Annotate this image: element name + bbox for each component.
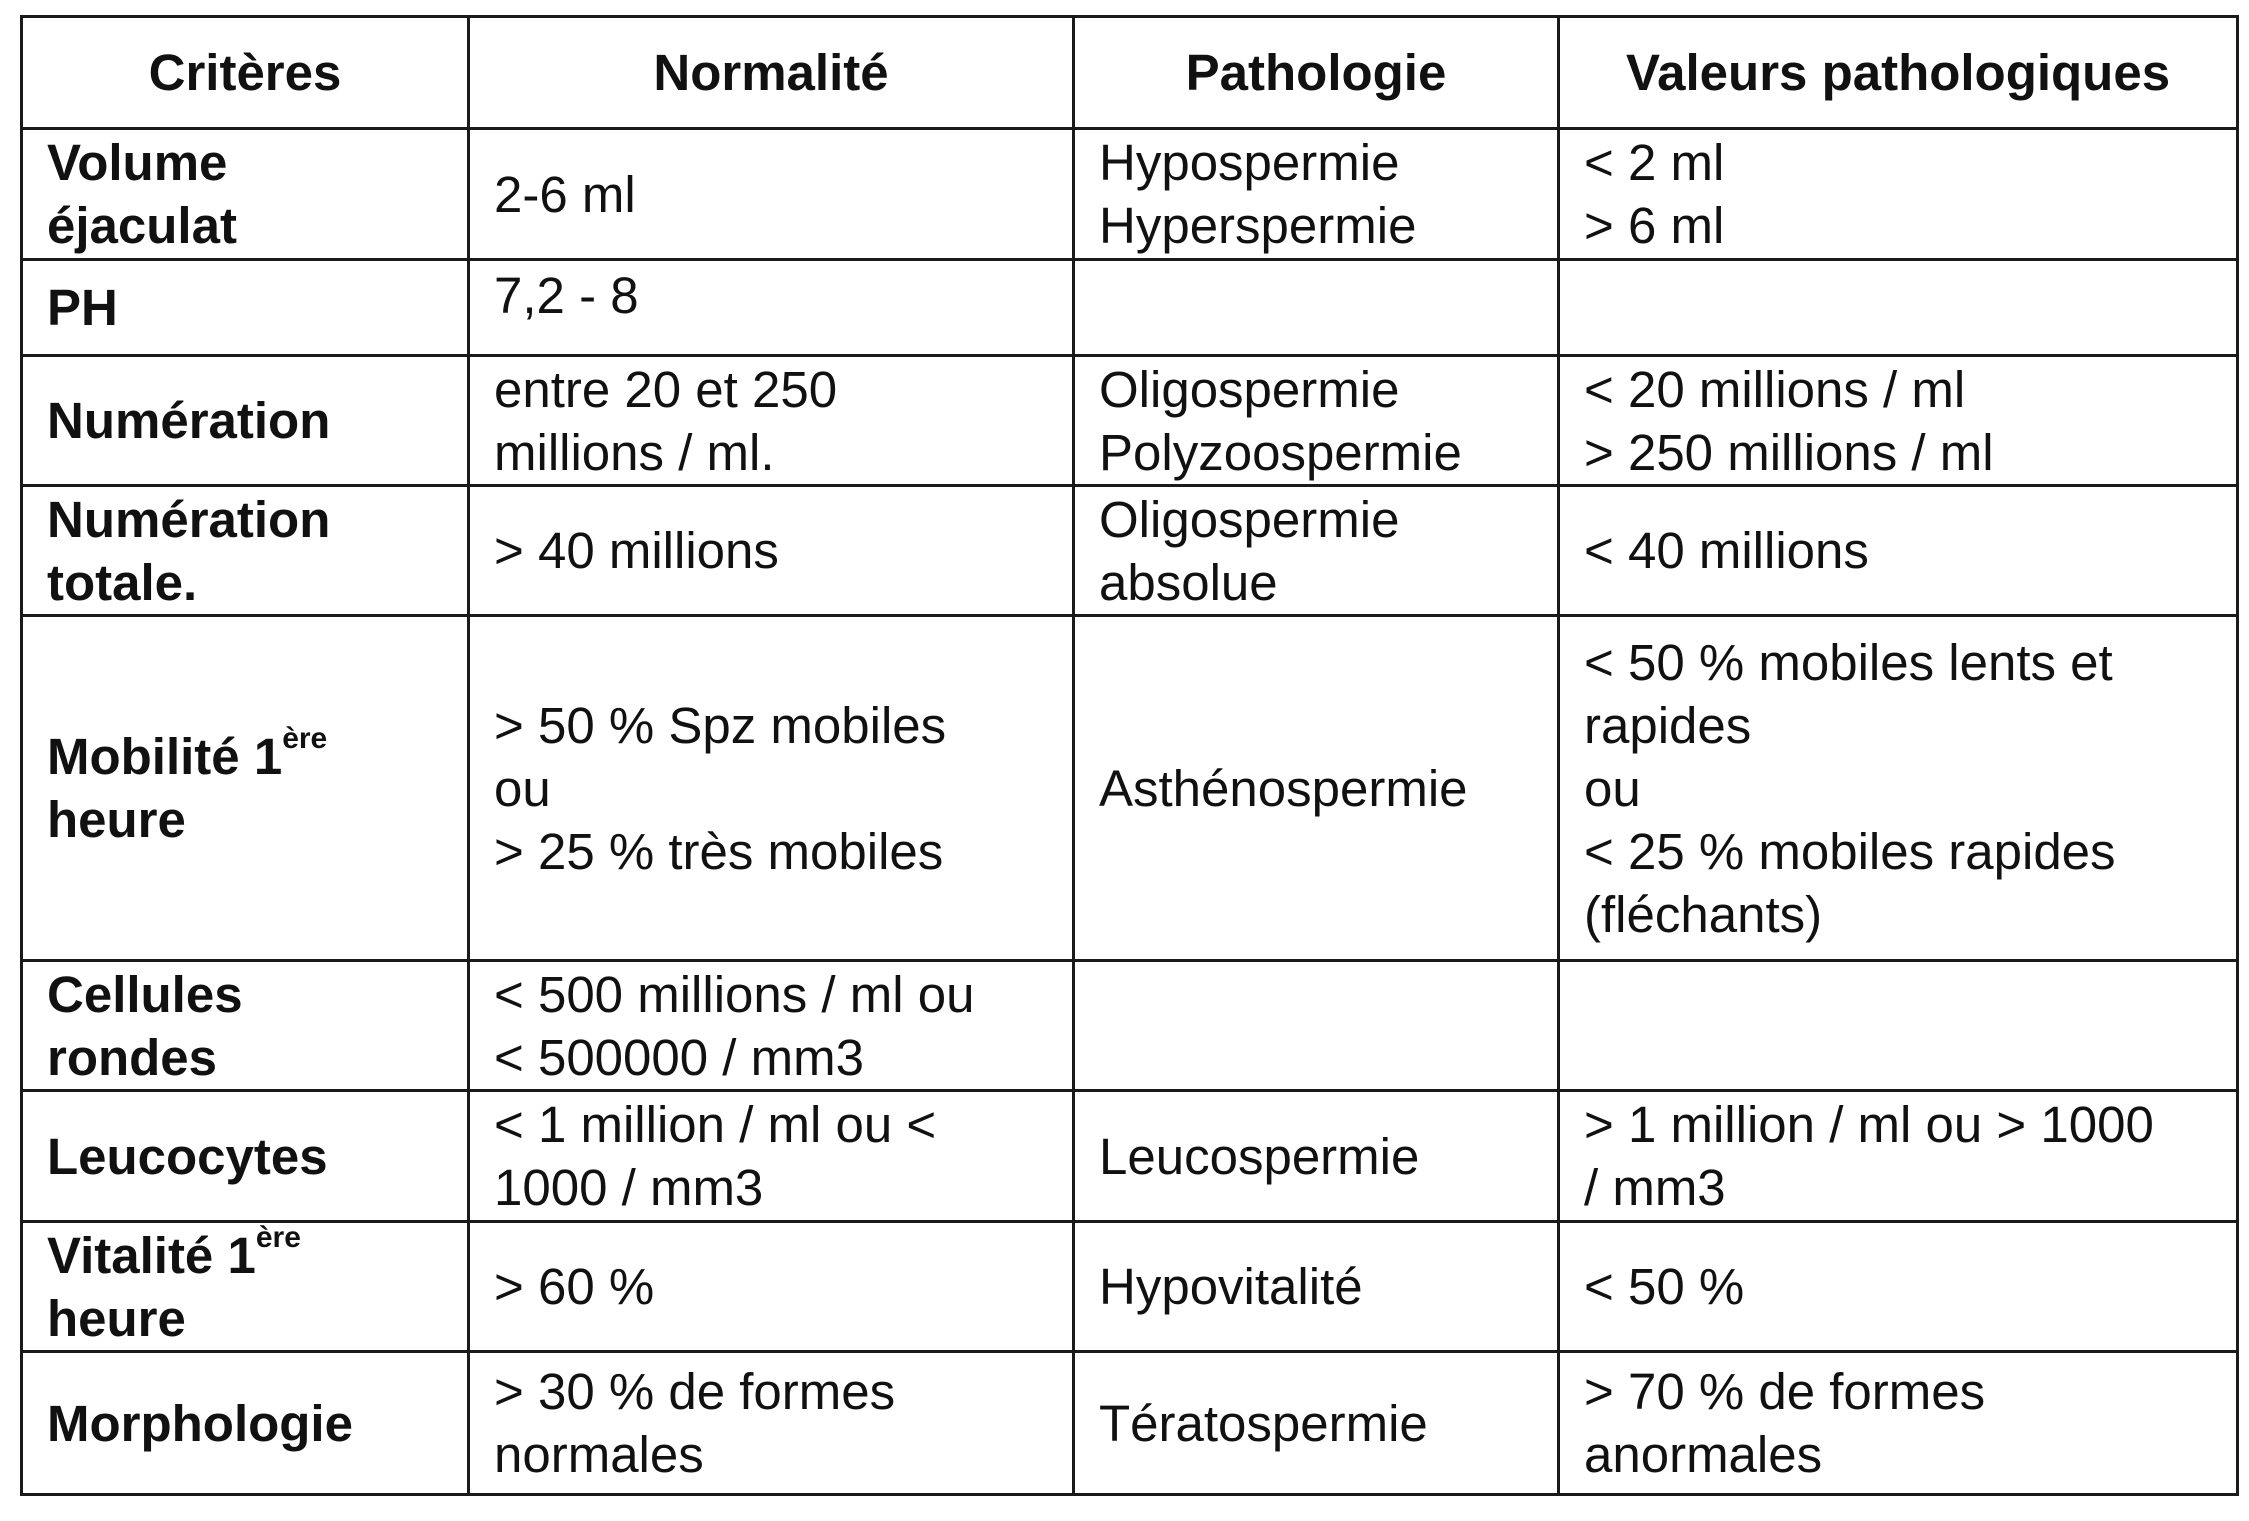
table-row-cellules-rondes [22,961,2238,1091]
normal-value-text: entre 20 et 250 [494,360,838,418]
normal-value-text: 1000 / mm3 [494,1159,764,1216]
header-row [22,17,2238,129]
pathological-value-text: > 1 million / ml ou > 1000 [1584,1096,2154,1153]
criterion-main-text: Mobilité 1 [47,728,283,785]
pathological-value-cell [1559,1222,2238,1352]
table-row-numeration-totale [22,486,2238,616]
pathological-value-cell [1559,1091,2238,1222]
pathology-text: Hypovitalité [1099,1258,1363,1315]
criterion-text: Morphologie [47,1394,353,1452]
criterion-cell [22,129,469,260]
pathology-text: Oligospermie [1099,490,1400,548]
criterion-text: Cellules [47,965,243,1023]
pathology-text: Hypospermie [1099,134,1400,191]
pathological-value-text: < 25 % mobiles rapides [1584,822,2116,880]
pathological-value-text: > 70 % de formes [1584,1363,1986,1420]
criterion-text: rondes [47,1028,218,1086]
pathological-value-text: < 50 % mobiles lents et [1584,633,2113,691]
criterion-text: totale. [47,553,198,611]
normal-value-text: > 25 % très mobiles [494,822,944,880]
pathological-value-text: anormales [1584,1426,1823,1483]
criterion-text [47,722,443,788]
pathological-value-cell [1559,616,2238,961]
header-normalite: Normalité [469,17,1074,129]
pathological-value-cell [1559,129,2238,260]
pathology-text: Tératospermie [1099,1394,1428,1452]
pathological-value-text: < 40 millions [1584,522,1869,579]
pathology-text: Hyperspermie [1099,197,1417,254]
pathological-value-cell [1559,961,2238,1091]
normal-value-cell [469,616,1074,961]
normal-value-cell [469,486,1074,616]
criterion-text: Leucocytes [47,1127,328,1185]
semen-analysis-table [20,15,2239,1496]
normal-value-text: > 60 % [494,1258,655,1315]
pathological-value-text: ou [1584,759,1641,817]
pathology-text: Oligospermie [1099,360,1400,418]
criterion-cell [22,356,469,486]
pathology-cell [1074,260,1559,356]
pathology-cell [1074,961,1559,1091]
normal-value-text: 2-6 ml [494,165,636,223]
pathological-value-text: / mm3 [1584,1159,1726,1216]
pathological-value-cell [1559,1352,2238,1495]
normal-value-text: > 50 % Spz mobiles [494,696,947,754]
criterion-cell [22,616,469,961]
criterion-cell [22,1352,469,1495]
table-row-morphologie [22,1352,2238,1495]
table-row-ph [22,260,2238,356]
criterion-text: éjaculat [47,197,237,254]
pathology-text: Polyzoospermie [1099,423,1462,481]
pathology-cell [1074,1091,1559,1222]
pathology-cell [1074,129,1559,260]
criterion-cell [22,260,469,356]
normal-value-text: < 500 millions / ml ou [494,965,975,1023]
pathological-value-text: < 20 millions / ml [1584,360,1966,418]
normal-value-text: > 30 % de formes [494,1363,896,1420]
pathology-text: Asthénospermie [1099,759,1468,817]
header-criteres: Critères [22,17,469,129]
pathological-value-text: < 2 ml [1584,134,1725,191]
pathological-value-text: < 50 % [1584,1258,1745,1315]
table-row-volume [22,129,2238,260]
pathological-value-text: > 6 ml [1584,197,1725,254]
criterion-text [47,1220,443,1287]
table-row-numeration [22,356,2238,486]
normal-value-text: < 1 million / ml ou < [494,1096,937,1153]
pathological-value-cell [1559,486,2238,616]
pathological-value-cell [1559,356,2238,486]
criterion-text: Numération [47,490,331,548]
pathology-text: Leucospermie [1099,1127,1420,1185]
table-row-leucocytes [22,1091,2238,1222]
normal-value-text: > 40 millions [494,522,779,579]
pathology-cell [1074,486,1559,616]
normal-value-cell [469,129,1074,260]
criterion-cell [22,486,469,616]
normal-value-text: ou [494,759,551,817]
criterion-main-text: Vitalité 1 [47,1226,256,1284]
normal-value-text: normales [494,1426,704,1483]
table-row-vitalite [22,1222,2238,1352]
criterion-cell [22,1091,469,1222]
pathological-value-cell [1559,260,2238,356]
criterion-text: PH [47,279,118,336]
normal-value-text: millions / ml. [494,423,775,481]
header-pathologie: Pathologie [1074,17,1559,129]
pathological-value-text: > 250 millions / ml [1584,423,1994,481]
pathology-cell [1074,1352,1559,1495]
criterion-text: Volume [47,134,228,191]
pathology-cell [1074,1222,1559,1352]
pathology-cell [1074,616,1559,961]
criterion-text: heure [47,791,186,848]
criterion-superscript: ère [282,722,328,755]
normal-value-cell [469,1352,1074,1495]
pathology-text: absolue [1099,553,1278,611]
criterion-cell [22,961,469,1091]
normal-value-cell [469,961,1074,1091]
criterion-superscript: ère [255,1220,301,1254]
pathological-value-text: (fléchants) [1584,885,1823,943]
pathology-cell [1074,356,1559,486]
criterion-text: Numération [47,392,331,449]
criterion-cell [22,1222,469,1352]
normal-value-cell [469,1222,1074,1352]
normal-value-text: 7,2 - 8 [494,267,639,324]
pathological-value-text: rapides [1584,696,1752,754]
table-row-mobilite [22,616,2238,961]
normal-value-text: < 500000 / mm3 [494,1028,864,1086]
normal-value-cell [469,356,1074,486]
criterion-text: heure [47,1289,186,1347]
normal-value-cell [469,1091,1074,1222]
normal-value-cell [469,260,1074,356]
header-valeurs-pathologiques: Valeurs pathologiques [1559,17,2238,129]
